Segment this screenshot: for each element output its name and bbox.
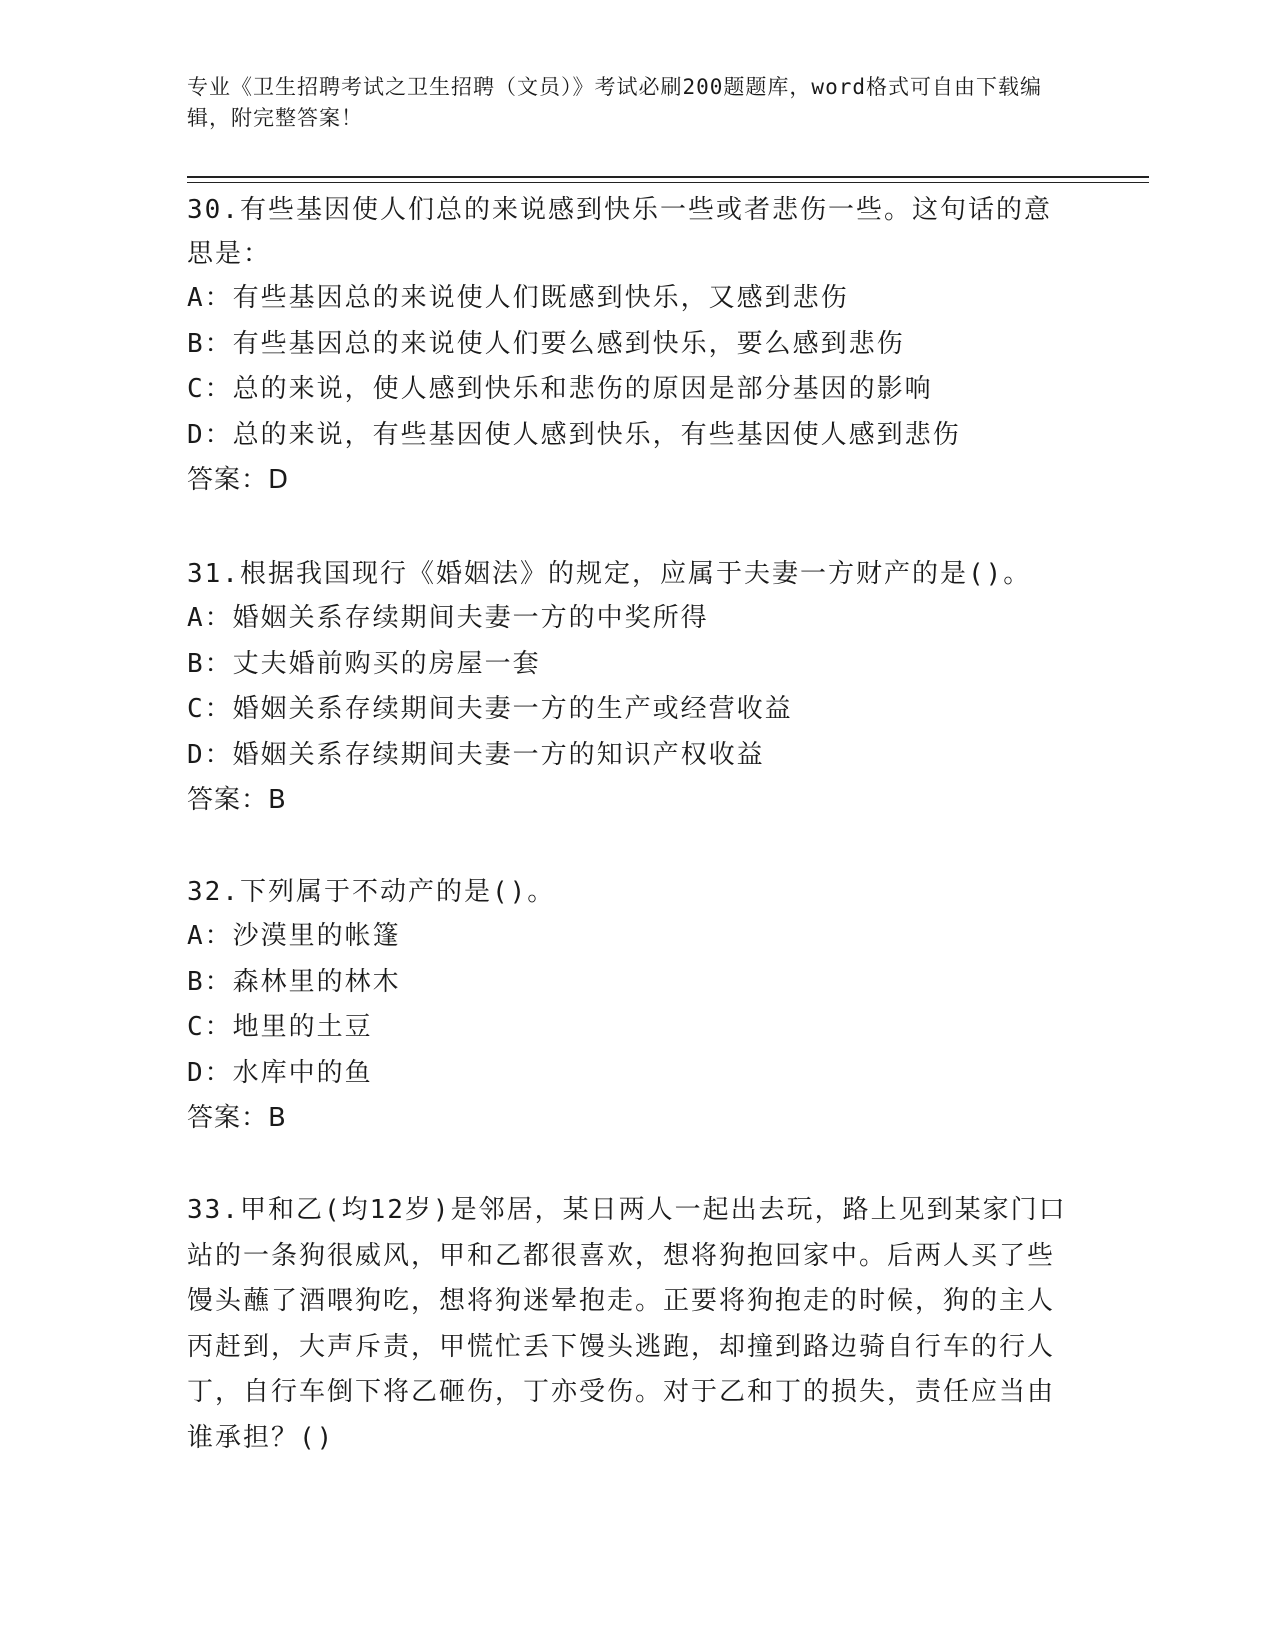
option-a: A：沙漠里的帐篷 (187, 921, 401, 951)
option-a: A：有些基因总的来说使人们既感到快乐，又感到悲伤 (187, 283, 849, 313)
option-a: A：婚姻关系存续期间夫妻一方的中奖所得 (187, 603, 709, 633)
option-b: B：丈夫婚前购买的房屋一套 (187, 648, 541, 679)
option-d: D：总的来说，有些基因使人感到快乐，有些基因使人感到悲伤 (187, 419, 961, 450)
header-divider-thick (187, 176, 1149, 178)
document-header: 专业《卫生招聘考试之卫生招聘（文员）》考试必刷200题题库，word格式可自由下载编辑，附完整答案！ (187, 75, 1042, 130)
question-33 (187, 1188, 1067, 1461)
question-stem: 33.甲和乙(均12岁)是邻居，某日两人一起出去玩，路上见到某家门口站的一条狗很威风，甲和乙都很喜欢，想将狗抱回家中。后两人买了些馒头蘸了酒喂狗吃，想将狗迷晕抱走。正要将狗抱走的时候，狗的主人丙赶到，大声斥责，甲慌忙丢下馒头逃跑，却撞到路边骑自行车的行人丁，自行车倒下将乙砸伤，丁亦受伤。对于乙和丁的损失，责任应当由谁承担？() (187, 1195, 1067, 1453)
answer: 答案：B (187, 785, 287, 815)
question-32 (187, 870, 1067, 1142)
question-30 (187, 188, 1067, 504)
option-c: C：婚姻关系存续期间夫妻一方的生产或经营收益 (187, 694, 793, 724)
answer: 答案：D (187, 465, 290, 495)
question-31 (187, 552, 1067, 824)
option-b: B：森林里的林木 (187, 966, 401, 997)
option-d: D：水库中的鱼 (187, 1057, 373, 1088)
option-c: C：地里的土豆 (187, 1012, 373, 1042)
header-divider-thin (187, 182, 1149, 183)
option-b: B：有些基因总的来说使人们要么感到快乐，要么感到悲伤 (187, 328, 905, 359)
question-stem: 31.根据我国现行《婚姻法》的规定，应属于夫妻一方财产的是()。 (187, 559, 1032, 589)
question-stem: 30.有些基因使人们总的来说感到快乐一些或者悲伤一些。这句话的意思是： (187, 195, 1052, 269)
option-c: C：总的来说，使人感到快乐和悲伤的原因是部分基因的影响 (187, 374, 933, 404)
option-d: D：婚姻关系存续期间夫妻一方的知识产权收益 (187, 739, 765, 770)
answer: 答案：B (187, 1103, 287, 1133)
question-stem: 32.下列属于不动产的是()。 (187, 877, 556, 907)
